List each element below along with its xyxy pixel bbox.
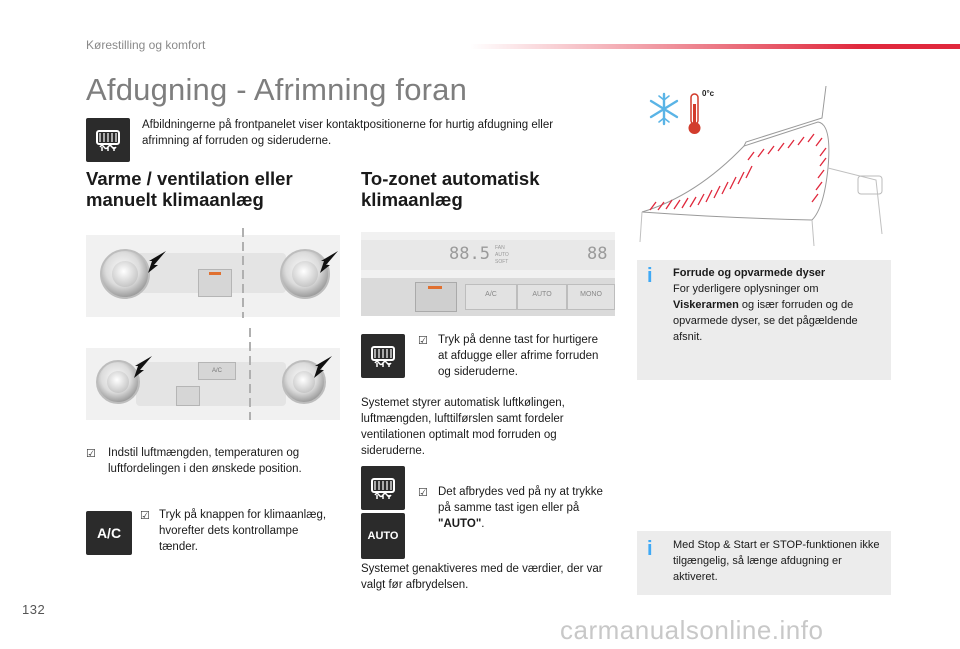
panel-button-mono: MONO xyxy=(567,284,615,310)
info-box-stop-start xyxy=(637,531,891,595)
display-fan: FAN AUTO SOFT xyxy=(495,245,509,265)
manual-panel-image-2 xyxy=(86,348,340,420)
arrow-icon xyxy=(146,249,168,275)
col2-para2: Systemet genaktiveres med de værdier, der var valgt før afbrydelsen. xyxy=(361,563,603,591)
arrow-icon xyxy=(318,249,340,275)
manual-panel-image-1 xyxy=(86,235,340,317)
defrost-button-image xyxy=(198,269,232,297)
defrost-button-image xyxy=(176,386,200,406)
auto-panel-image xyxy=(361,232,615,316)
bullet-icon: ☑ xyxy=(140,510,150,522)
display-right: 88 xyxy=(587,244,608,264)
rear-defrost-icon xyxy=(86,118,130,162)
rear-defrost-icon xyxy=(361,334,405,378)
display-left: 88.5 xyxy=(449,244,490,264)
col1-step2: Tryk på knappen for klimaanlæg, hvorefter dets kontrollampe tænder. xyxy=(159,509,327,553)
snowflake-icon xyxy=(651,94,677,124)
auto-icon: AUTO xyxy=(361,513,405,559)
defrost-button-image xyxy=(415,282,457,312)
ac-icon: A/C xyxy=(86,511,132,555)
section-header: Kørestilling og komfort xyxy=(86,38,206,52)
rear-defrost-icon xyxy=(361,466,405,510)
windshield-illustration xyxy=(636,84,892,246)
temp-label: 0°c xyxy=(702,89,715,98)
info-box-windshield xyxy=(637,260,891,380)
page-number: 132 xyxy=(22,602,46,617)
panel-button-ac: A/C xyxy=(465,284,517,310)
page-title: Afdugning - Afrimning foran xyxy=(86,72,468,107)
col2-step1: Tryk på denne tast for hurtigere at afdugge eller afrime forruden og sideruderne. xyxy=(438,334,599,378)
header-accent-bar xyxy=(470,44,960,49)
info2-text: Med Stop & Start er STOP-funktionen ikke tilgængelig, så længe afdugning er aktiveret. xyxy=(673,539,880,583)
bullet-icon: ☑ xyxy=(418,487,428,499)
ac-button-image: A/C xyxy=(198,362,236,380)
col1-heading: Varme / ventilation eller manuelt klimaanlæg xyxy=(86,168,293,210)
bullet-icon: ☑ xyxy=(418,335,428,347)
thermometer-icon xyxy=(689,94,701,134)
col2-para1: Systemet styrer automatisk luftkølingen, luftmængden, lufttilførslen samt fordeler ventilationen optimalt mod forruden og sideruderne. xyxy=(361,397,565,457)
info-icon: i xyxy=(647,538,653,560)
info1-text: Forrude og opvarmede dyser For yderligere oplysninger om Viskerarmen og især forruden og de opvarmede dyser, se det pågældende afsnit. xyxy=(673,267,858,343)
col2-step2: Det afbrydes ved på ny at trykke på samme tast igen eller på "AUTO". xyxy=(438,486,603,530)
bullet-icon: ☑ xyxy=(86,448,96,460)
info-icon: i xyxy=(647,265,653,287)
col2-heading: To-zonet automatisk klimaanlæg xyxy=(361,168,540,210)
panel-button-auto: AUTO xyxy=(517,284,567,310)
watermark: carmanualsonline.info xyxy=(560,615,824,645)
arrow-icon xyxy=(132,354,154,380)
arrow-icon xyxy=(312,354,334,380)
intro-text: Afbildningerne på frontpanelet viser kontaktpositionerne for hurtig afdugning eller afrimning af forruden og sideruderne. xyxy=(142,119,554,147)
col1-step1: Indstil luftmængden, temperaturen og luftfordelingen i den ønskede position. xyxy=(108,447,302,475)
